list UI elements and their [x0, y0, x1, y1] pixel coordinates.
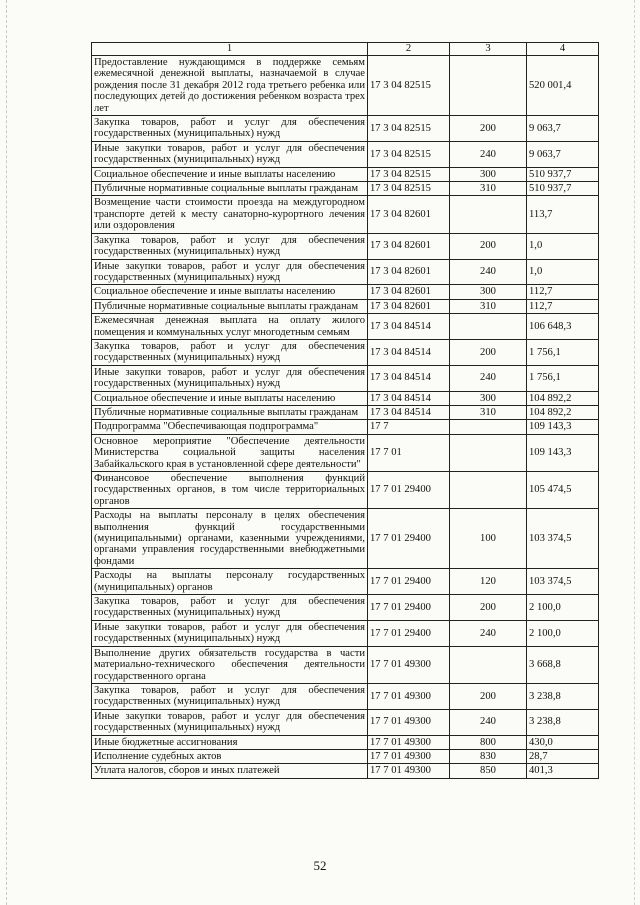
- row-amount: 430,0: [527, 735, 599, 749]
- row-amount: 2 100,0: [527, 595, 599, 621]
- row-amount: 104 892,2: [527, 405, 599, 419]
- row-name: Закупка товаров, работ и услуг для обеспечения государственных (муниципальных) нужд: [92, 595, 368, 621]
- row-code: 17 3 04 82601: [368, 285, 450, 299]
- row-code: 17 7: [368, 420, 450, 434]
- row-amount: 3 238,8: [527, 683, 599, 709]
- row-expense-type: [450, 314, 527, 340]
- row-amount: 3 238,8: [527, 709, 599, 735]
- row-name: Иные бюджетные ассигнования: [92, 735, 368, 749]
- row-expense-type: 100: [450, 509, 527, 569]
- row-name: Подпрограмма "Обеспечивающая подпрограмма": [92, 420, 368, 434]
- row-name: Иные закупки товаров, работ и услуг для обеспечения государственных (муниципальных) нужд: [92, 259, 368, 285]
- row-code: 17 7 01 49300: [368, 709, 450, 735]
- row-code: 17 3 04 82515: [368, 182, 450, 196]
- row-name: Уплата налогов, сборов и иных платежей: [92, 764, 368, 778]
- table-row: [92, 420, 599, 434]
- table-row: [92, 365, 599, 391]
- row-name: Иные закупки товаров, работ и услуг для обеспечения государственных (муниципальных) нужд: [92, 365, 368, 391]
- row-name: Иные закупки товаров, работ и услуг для обеспечения государственных (муниципальных) нужд: [92, 141, 368, 167]
- row-name: Основное мероприятие "Обеспечение деятельности Министерства социальной защиты населения Забайкальского края в установленной сфере деятельности": [92, 434, 368, 471]
- row-amount: 9 063,7: [527, 141, 599, 167]
- row-name: Финансовое обеспечение выполнения функций государственных органов, в том числе территориальных органов: [92, 472, 368, 509]
- header-cell: 4: [527, 43, 599, 56]
- row-amount: 9 063,7: [527, 116, 599, 142]
- row-code: 17 7 01 29400: [368, 569, 450, 595]
- row-code: 17 7 01 29400: [368, 595, 450, 621]
- table-row: [92, 196, 599, 233]
- row-expense-type: 300: [450, 391, 527, 405]
- scan-edge-left: [6, 0, 8, 905]
- row-amount: 106 648,3: [527, 314, 599, 340]
- row-expense-type: [450, 196, 527, 233]
- row-name: Иные закупки товаров, работ и услуг для обеспечения государственных (муниципальных) нужд: [92, 709, 368, 735]
- row-amount: 510 937,7: [527, 167, 599, 181]
- row-expense-type: 850: [450, 764, 527, 778]
- table-row: [92, 314, 599, 340]
- row-expense-type: [450, 420, 527, 434]
- row-amount: 2 100,0: [527, 620, 599, 646]
- row-expense-type: 830: [450, 749, 527, 763]
- budget-table: [91, 42, 599, 779]
- row-name: Социальное обеспечение и иные выплаты населению: [92, 391, 368, 405]
- row-expense-type: 240: [450, 259, 527, 285]
- row-name: Публичные нормативные социальные выплаты гражданам: [92, 299, 368, 313]
- row-expense-type: [450, 434, 527, 471]
- row-expense-type: 300: [450, 167, 527, 181]
- row-amount: 104 892,2: [527, 391, 599, 405]
- row-expense-type: 300: [450, 285, 527, 299]
- table-row: [92, 56, 599, 116]
- row-amount: 109 143,3: [527, 420, 599, 434]
- row-code: 17 7 01 49300: [368, 764, 450, 778]
- row-expense-type: 200: [450, 339, 527, 365]
- row-amount: 1,0: [527, 259, 599, 285]
- header-cell: 1: [92, 43, 368, 56]
- table-row: [92, 595, 599, 621]
- row-name: Исполнение судебных актов: [92, 749, 368, 763]
- table-row: [92, 116, 599, 142]
- table-row: [92, 620, 599, 646]
- row-expense-type: 200: [450, 683, 527, 709]
- row-name: Расходы на выплаты персоналу государственных (муниципальных) органов: [92, 569, 368, 595]
- row-expense-type: 200: [450, 116, 527, 142]
- table-row: [92, 683, 599, 709]
- page-number: 52: [313, 858, 327, 873]
- row-code: 17 3 04 82515: [368, 116, 450, 142]
- row-expense-type: 200: [450, 233, 527, 259]
- row-name: Предоставление нуждающимся в поддержке семьям ежемесячной денежной выплаты, назначаемой в случае рождения после 31 декабря 2012 года третьего ребенка или последующих детей до достижения ребенком возраста трех лет: [92, 56, 368, 116]
- row-code: 17 3 04 82601: [368, 299, 450, 313]
- row-expense-type: 240: [450, 709, 527, 735]
- row-code: 17 3 04 82601: [368, 196, 450, 233]
- row-amount: 1 756,1: [527, 365, 599, 391]
- row-code: 17 7 01 49300: [368, 683, 450, 709]
- table-row: [92, 259, 599, 285]
- row-amount: 3 668,8: [527, 646, 599, 683]
- row-code: 17 3 04 84514: [368, 391, 450, 405]
- header-row: [92, 43, 599, 56]
- table-row: [92, 391, 599, 405]
- row-expense-type: 310: [450, 299, 527, 313]
- table-row: [92, 569, 599, 595]
- row-amount: 113,7: [527, 196, 599, 233]
- row-expense-type: 120: [450, 569, 527, 595]
- row-expense-type: 240: [450, 365, 527, 391]
- row-name: Социальное обеспечение и иные выплаты населению: [92, 167, 368, 181]
- row-amount: 510 937,7: [527, 182, 599, 196]
- table-row: [92, 764, 599, 778]
- table-row: [92, 434, 599, 471]
- row-amount: 1 756,1: [527, 339, 599, 365]
- row-code: 17 7 01 49300: [368, 735, 450, 749]
- row-expense-type: 200: [450, 595, 527, 621]
- table-row: [92, 735, 599, 749]
- row-code: 17 3 04 84514: [368, 405, 450, 419]
- row-expense-type: 800: [450, 735, 527, 749]
- row-code: 17 7 01 49300: [368, 646, 450, 683]
- row-code: 17 3 04 84514: [368, 365, 450, 391]
- row-amount: 103 374,5: [527, 569, 599, 595]
- table-row: [92, 646, 599, 683]
- header-cell: 3: [450, 43, 527, 56]
- row-amount: 109 143,3: [527, 434, 599, 471]
- row-code: 17 3 04 84514: [368, 339, 450, 365]
- row-name: Публичные нормативные социальные выплаты гражданам: [92, 405, 368, 419]
- row-name: Закупка товаров, работ и услуг для обеспечения государственных (муниципальных) нужд: [92, 683, 368, 709]
- row-code: 17 7 01 29400: [368, 620, 450, 646]
- row-name: Расходы на выплаты персоналу в целях обеспечения выполнения функций государственными (муниципальными) органами, казенными учреждениями, органами управления государственными внебюджетными фондами: [92, 509, 368, 569]
- row-amount: 105 474,5: [527, 472, 599, 509]
- row-code: 17 3 04 82601: [368, 233, 450, 259]
- table-row: [92, 509, 599, 569]
- table-row: [92, 299, 599, 313]
- row-code: 17 3 04 82515: [368, 56, 450, 116]
- row-amount: 112,7: [527, 299, 599, 313]
- row-name: Закупка товаров, работ и услуг для обеспечения государственных (муниципальных) нужд: [92, 339, 368, 365]
- table-row: [92, 285, 599, 299]
- row-expense-type: [450, 472, 527, 509]
- row-code: 17 3 04 82601: [368, 259, 450, 285]
- row-name: Публичные нормативные социальные выплаты гражданам: [92, 182, 368, 196]
- row-code: 17 3 04 82515: [368, 167, 450, 181]
- table-row: [92, 233, 599, 259]
- row-expense-type: 240: [450, 620, 527, 646]
- row-code: 17 7 01 49300: [368, 749, 450, 763]
- row-name: Возмещение части стоимости проезда на междугородном транспорте детей к месту санаторно-курортного лечения или оздоровления: [92, 196, 368, 233]
- row-expense-type: 310: [450, 405, 527, 419]
- table-row: [92, 405, 599, 419]
- row-expense-type: 310: [450, 182, 527, 196]
- row-amount: 520 001,4: [527, 56, 599, 116]
- table-row: [92, 167, 599, 181]
- row-name: Ежемесячная денежная выплата на оплату жилого помещения и коммунальных услуг многодетным семьям: [92, 314, 368, 340]
- row-code: 17 7 01: [368, 434, 450, 471]
- table-row: [92, 472, 599, 509]
- row-amount: 103 374,5: [527, 509, 599, 569]
- row-expense-type: [450, 646, 527, 683]
- row-code: 17 3 04 82515: [368, 141, 450, 167]
- row-code: 17 7 01 29400: [368, 472, 450, 509]
- table-row: [92, 182, 599, 196]
- scan-edge-right: [634, 0, 636, 905]
- row-name: Иные закупки товаров, работ и услуг для обеспечения государственных (муниципальных) нужд: [92, 620, 368, 646]
- table-row: [92, 141, 599, 167]
- row-code: 17 7 01 29400: [368, 509, 450, 569]
- row-amount: 112,7: [527, 285, 599, 299]
- table-row: [92, 339, 599, 365]
- header-cell: 2: [368, 43, 450, 56]
- row-name: Социальное обеспечение и иные выплаты населению: [92, 285, 368, 299]
- table-row: [92, 709, 599, 735]
- row-amount: 1,0: [527, 233, 599, 259]
- row-name: Выполнение других обязательств государства в части материально-технического обеспечения деятельности государственного органа: [92, 646, 368, 683]
- table-row: [92, 749, 599, 763]
- row-name: Закупка товаров, работ и услуг для обеспечения государственных (муниципальных) нужд: [92, 116, 368, 142]
- row-amount: 28,7: [527, 749, 599, 763]
- row-code: 17 3 04 84514: [368, 314, 450, 340]
- row-expense-type: [450, 56, 527, 116]
- row-amount: 401,3: [527, 764, 599, 778]
- row-expense-type: 240: [450, 141, 527, 167]
- row-name: Закупка товаров, работ и услуг для обеспечения государственных (муниципальных) нужд: [92, 233, 368, 259]
